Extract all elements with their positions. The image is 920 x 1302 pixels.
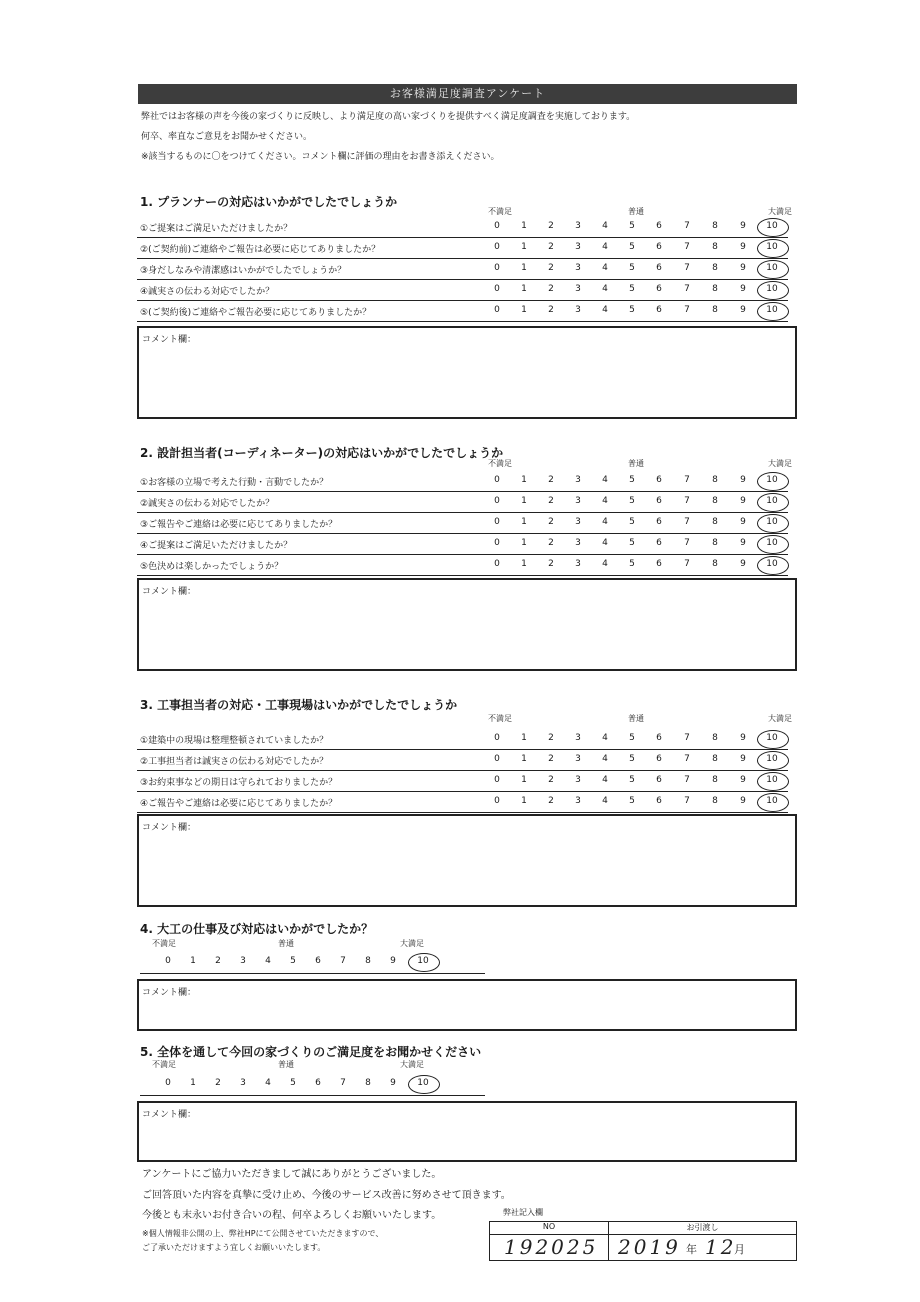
rating-option[interactable]: 6 [315, 1078, 321, 1088]
section-5-title: 5. 全体を通して今回の家づくりのご満足度をお聞かせください [140, 1045, 482, 1059]
question-text: ①建築中の現場は整理整頓されていましたか？ [140, 736, 329, 746]
question-text: ②誠実さの伝わる対応でしたか？ [140, 499, 275, 509]
rating-option[interactable]: 5 [629, 559, 635, 569]
rating-option[interactable]: 9 [740, 754, 746, 764]
selected-rating-circle [757, 535, 789, 554]
selected-rating-circle [757, 556, 789, 575]
rating-option[interactable]: 2 [548, 242, 554, 252]
rating-option[interactable]: 3 [575, 775, 581, 785]
rating-option[interactable]: 3 [575, 284, 581, 294]
rating-option[interactable]: 10 [766, 796, 778, 806]
scale-low-label: 不満足 [488, 207, 512, 216]
intro-line-1: 弊社ではお客様の声を今後の家づくりに反映し、より満足度の高い家づくりを提供すべく満足度調査を実施しております。 [141, 112, 636, 122]
rating-option[interactable]: 1 [521, 796, 527, 806]
comment-label: コメント欄： [142, 1110, 197, 1120]
rating-option[interactable]: 0 [165, 956, 171, 966]
rating-option[interactable]: 3 [575, 517, 581, 527]
rating-option[interactable]: 4 [602, 754, 608, 764]
office-no-value: 192025 [504, 1235, 599, 1259]
scale-high-label: 大満足 [768, 207, 792, 216]
question-row [137, 534, 788, 555]
selected-rating-circle [757, 751, 789, 770]
rating-option[interactable]: 8 [712, 517, 718, 527]
rating-option[interactable]: 3 [240, 956, 246, 966]
rating-option[interactable]: 9 [740, 242, 746, 252]
rating-option[interactable]: 2 [548, 796, 554, 806]
rating-option[interactable]: 1 [521, 475, 527, 485]
rating-option[interactable]: 9 [740, 221, 746, 231]
rating-option[interactable]: 4 [602, 263, 608, 273]
question-row [137, 513, 788, 534]
rating-option[interactable]: 8 [365, 956, 371, 966]
rating-option[interactable]: 7 [684, 284, 690, 294]
scale-low-label: 不満足 [488, 714, 512, 723]
rating-option[interactable]: 0 [494, 284, 500, 294]
question-row [137, 259, 788, 280]
rating-option[interactable]: 6 [656, 775, 662, 785]
rating-option[interactable]: 10 [766, 263, 778, 273]
question-row [137, 792, 788, 813]
question-row [137, 750, 788, 771]
question-text: ⑤色決めは楽しかったでしょうか？ [140, 562, 284, 572]
comment-label: コメント欄： [142, 988, 197, 998]
question-row [137, 492, 788, 513]
scale-mid-label: 普通 [628, 207, 644, 216]
rating-option[interactable]: 0 [494, 796, 500, 806]
question-row [137, 217, 788, 238]
rating-option[interactable]: 6 [656, 538, 662, 548]
rating-option[interactable]: 10 [417, 1078, 429, 1088]
rating-underline [140, 973, 485, 974]
rating-option[interactable]: 10 [766, 242, 778, 252]
rating-option[interactable]: 4 [602, 221, 608, 231]
rating-option[interactable]: 2 [548, 754, 554, 764]
rating-option[interactable]: 4 [602, 475, 608, 485]
rating-option[interactable]: 8 [712, 475, 718, 485]
question-text: ①お客様の立場で考えた行動・言動でしたか？ [140, 478, 329, 488]
rating-option[interactable]: 10 [766, 475, 778, 485]
rating-option[interactable]: 5 [629, 305, 635, 315]
month-suffix: 月 [734, 1243, 745, 1256]
question-text: ③お約束事などの期日は守られておりましたか？ [140, 778, 338, 788]
rating-option[interactable]: 4 [602, 496, 608, 506]
scale-low-label: 不満足 [488, 459, 512, 468]
selected-rating-circle [757, 260, 789, 279]
office-handover-label: お引渡し [686, 1223, 719, 1232]
selected-rating-circle [757, 239, 789, 258]
scale-high-label: 大満足 [768, 459, 792, 468]
rating-option[interactable]: 2 [548, 496, 554, 506]
scale-high-label: 大満足 [400, 939, 424, 948]
intro-line-2: 何卒、率直なご意見をお聞かせください。 [141, 132, 313, 142]
question-text: ④ご提案はご満足いただけましたか？ [140, 541, 293, 551]
rating-option[interactable]: 1 [521, 538, 527, 548]
rating-option[interactable]: 0 [494, 754, 500, 764]
rating-option[interactable]: 0 [494, 263, 500, 273]
question-row [137, 301, 788, 322]
scale-high-label: 大満足 [400, 1060, 424, 1069]
rating-option[interactable]: 4 [602, 517, 608, 527]
section-2-title: 2. 設計担当者(コーディネーター)の対応はいかがでしたでしょうか [140, 446, 504, 460]
handover-month-value: 12 [705, 1235, 737, 1259]
rating-option[interactable]: 2 [548, 538, 554, 548]
rating-option[interactable]: 6 [656, 754, 662, 764]
rating-option[interactable]: 9 [740, 559, 746, 569]
rating-option[interactable]: 5 [629, 284, 635, 294]
rating-option[interactable]: 6 [656, 517, 662, 527]
rating-option[interactable]: 9 [740, 733, 746, 743]
selected-rating-circle [757, 218, 789, 237]
rating-option[interactable]: 0 [494, 775, 500, 785]
rating-option[interactable]: 8 [712, 538, 718, 548]
rating-option[interactable]: 5 [629, 796, 635, 806]
question-text: ①ご提案はご満足いただけましたか？ [140, 224, 293, 234]
rating-option[interactable]: 8 [712, 221, 718, 231]
rating-option[interactable]: 10 [766, 754, 778, 764]
rating-option[interactable]: 5 [629, 517, 635, 527]
rating-option[interactable]: 6 [656, 496, 662, 506]
rating-option[interactable]: 10 [766, 221, 778, 231]
question-text: ④誠実さの伝わる対応でしたか？ [140, 287, 275, 297]
rating-option[interactable]: 3 [575, 475, 581, 485]
comment-box[interactable] [137, 1101, 797, 1162]
rating-option[interactable]: 2 [548, 775, 554, 785]
rating-option[interactable]: 4 [602, 284, 608, 294]
rating-option[interactable]: 8 [712, 496, 718, 506]
rating-option[interactable]: 4 [602, 305, 608, 315]
rating-option[interactable]: 7 [684, 517, 690, 527]
rating-option[interactable]: 4 [602, 775, 608, 785]
rating-option[interactable]: 2 [548, 559, 554, 569]
privacy-note-1: ※個人情報非公開の上、弊社HPにて公開させていただきますので、 [142, 1229, 384, 1238]
question-text: ④ご報告やご連絡は必要に応じてありましたか？ [140, 799, 338, 809]
scale-mid-label: 普通 [278, 1060, 294, 1069]
selected-rating-circle [757, 281, 789, 300]
rating-option[interactable]: 2 [548, 733, 554, 743]
rating-option[interactable]: 9 [390, 1078, 396, 1088]
selected-rating-circle [757, 493, 789, 512]
rating-option[interactable]: 6 [656, 221, 662, 231]
rating-option[interactable]: 1 [521, 242, 527, 252]
question-text: ②工事担当者は誠実さの伝わる対応でしたか？ [140, 757, 329, 767]
scale-mid-label: 普通 [278, 939, 294, 948]
rating-option[interactable]: 1 [190, 956, 196, 966]
rating-option[interactable]: 7 [684, 496, 690, 506]
scale-mid-label: 普通 [628, 459, 644, 468]
question-row [137, 729, 788, 750]
selected-rating-circle [757, 302, 789, 321]
rating-option[interactable]: 4 [265, 956, 271, 966]
closing-line-2: ご回答頂いた内容を真摯に受け止め、今後のサービス改善に努めさせて頂きます。 [142, 1190, 511, 1201]
rating-option[interactable]: 4 [602, 559, 608, 569]
rating-option[interactable]: 1 [521, 775, 527, 785]
rating-option[interactable]: 1 [521, 221, 527, 231]
rating-option[interactable]: 5 [629, 733, 635, 743]
selected-rating-circle [408, 1075, 440, 1094]
rating-option[interactable]: 0 [494, 559, 500, 569]
rating-option[interactable]: 2 [548, 305, 554, 315]
rating-option[interactable]: 5 [629, 242, 635, 252]
closing-line-1: アンケートにご協力いただきまして誠にありがとうございました。 [142, 1169, 442, 1180]
office-use-table [489, 1221, 797, 1261]
rating-underline [140, 1095, 485, 1096]
rating-option[interactable]: 1 [521, 305, 527, 315]
rating-option[interactable]: 3 [575, 221, 581, 231]
year-suffix: 年 [686, 1243, 697, 1256]
question-row [137, 555, 788, 576]
selected-rating-circle [408, 953, 440, 972]
rating-option[interactable]: 6 [656, 796, 662, 806]
rating-option[interactable]: 8 [712, 263, 718, 273]
rating-option[interactable]: 3 [575, 796, 581, 806]
selected-rating-circle [757, 793, 789, 812]
rating-option[interactable]: 10 [417, 956, 429, 966]
rating-option[interactable]: 2 [548, 475, 554, 485]
office-no-label: NO [542, 1222, 556, 1231]
rating-option[interactable]: 5 [629, 263, 635, 273]
rating-option[interactable]: 0 [494, 475, 500, 485]
selected-rating-circle [757, 730, 789, 749]
rating-option[interactable]: 10 [766, 733, 778, 743]
rating-option[interactable]: 1 [190, 1078, 196, 1088]
rating-option[interactable]: 7 [684, 305, 690, 315]
comment-label: コメント欄： [142, 587, 197, 597]
office-use-heading: 弊社記入欄 [503, 1208, 543, 1217]
rating-option[interactable]: 1 [521, 559, 527, 569]
section-4-title: 4. 大工の仕事及び対応はいかがでしたか？ [140, 922, 374, 936]
rating-option[interactable]: 5 [629, 538, 635, 548]
comment-box[interactable] [137, 326, 797, 419]
rating-option[interactable]: 7 [684, 263, 690, 273]
rating-option[interactable]: 9 [740, 517, 746, 527]
comment-label: コメント欄： [142, 335, 197, 345]
question-text: ②(ご契約前)ご連絡やご報告は必要に応じてありましたか？ [140, 245, 381, 255]
rating-option[interactable]: 4 [602, 538, 608, 548]
rating-option[interactable]: 7 [684, 796, 690, 806]
rating-option[interactable]: 5 [629, 221, 635, 231]
rating-option[interactable]: 6 [315, 956, 321, 966]
rating-option[interactable]: 3 [240, 1078, 246, 1088]
rating-option[interactable]: 0 [165, 1078, 171, 1088]
rating-option[interactable]: 2 [548, 517, 554, 527]
rating-option[interactable]: 3 [575, 263, 581, 273]
rating-option[interactable]: 7 [684, 775, 690, 785]
rating-option[interactable]: 8 [712, 754, 718, 764]
question-row [137, 280, 788, 301]
rating-option[interactable]: 0 [494, 517, 500, 527]
survey-title-bar: お客様満足度調査アンケート [138, 84, 797, 104]
rating-option[interactable]: 7 [684, 475, 690, 485]
rating-option[interactable]: 3 [575, 559, 581, 569]
question-text: ⑤(ご契約後)ご連絡やご報告必要に応じてありましたか？ [140, 308, 372, 318]
rating-option[interactable]: 3 [575, 242, 581, 252]
rating-option[interactable]: 7 [684, 221, 690, 231]
question-row [137, 771, 788, 792]
rating-option[interactable]: 7 [684, 754, 690, 764]
rating-option[interactable]: 1 [521, 284, 527, 294]
section-3-title: 3. 工事担当者の対応・工事現場はいかがでしたでしょうか [140, 698, 458, 712]
rating-option[interactable]: 1 [521, 754, 527, 764]
rating-option[interactable]: 9 [740, 284, 746, 294]
rating-option[interactable]: 1 [521, 263, 527, 273]
rating-option[interactable]: 5 [629, 775, 635, 785]
rating-option[interactable]: 8 [712, 733, 718, 743]
rating-option[interactable]: 0 [494, 242, 500, 252]
rating-option[interactable]: 8 [365, 1078, 371, 1088]
rating-option[interactable]: 6 [656, 475, 662, 485]
rating-option[interactable]: 8 [712, 305, 718, 315]
rating-option[interactable]: 10 [766, 775, 778, 785]
rating-option[interactable]: 6 [656, 733, 662, 743]
section-1-title: 1. プランナーの対応はいかがでしたでしょうか [140, 195, 398, 209]
rating-option[interactable]: 7 [684, 733, 690, 743]
rating-option[interactable]: 3 [575, 754, 581, 764]
rating-option[interactable]: 8 [712, 559, 718, 569]
rating-option[interactable]: 9 [740, 496, 746, 506]
rating-option[interactable]: 1 [521, 496, 527, 506]
rating-option[interactable]: 2 [548, 284, 554, 294]
selected-rating-circle [757, 514, 789, 533]
comment-box[interactable] [137, 578, 797, 671]
rating-option[interactable]: 9 [740, 538, 746, 548]
rating-option[interactable]: 9 [390, 956, 396, 966]
scale-low-label: 不満足 [152, 1060, 176, 1069]
intro-line-3: ※該当するものに〇をつけてください。コメント欄に評価の理由をお書き添えください。 [141, 152, 500, 162]
rating-option[interactable]: 1 [521, 517, 527, 527]
rating-option[interactable]: 9 [740, 263, 746, 273]
rating-option[interactable]: 7 [340, 956, 346, 966]
rating-option[interactable]: 6 [656, 559, 662, 569]
rating-option[interactable]: 3 [575, 305, 581, 315]
question-row [137, 471, 788, 492]
comment-box[interactable] [137, 979, 797, 1031]
rating-option[interactable]: 10 [766, 538, 778, 548]
question-text: ③身だしなみや清潔感はいかがでしたでしょうか？ [140, 266, 347, 276]
rating-option[interactable]: 2 [548, 221, 554, 231]
rating-option[interactable]: 2 [548, 263, 554, 273]
rating-option[interactable]: 8 [712, 775, 718, 785]
selected-rating-circle [757, 472, 789, 491]
rating-option[interactable]: 4 [265, 1078, 271, 1088]
rating-option[interactable]: 9 [740, 796, 746, 806]
handover-year-value: 2019 [618, 1235, 681, 1259]
rating-option[interactable]: 7 [684, 559, 690, 569]
rating-option[interactable]: 0 [494, 496, 500, 506]
scale-mid-label: 普通 [628, 714, 644, 723]
rating-option[interactable]: 5 [290, 1078, 296, 1088]
rating-option[interactable]: 0 [494, 538, 500, 548]
rating-option[interactable]: 10 [766, 517, 778, 527]
rating-option[interactable]: 3 [575, 733, 581, 743]
rating-option[interactable]: 8 [712, 796, 718, 806]
rating-option[interactable]: 0 [494, 221, 500, 231]
rating-option[interactable]: 5 [629, 496, 635, 506]
rating-option[interactable]: 6 [656, 242, 662, 252]
rating-option[interactable]: 10 [766, 559, 778, 569]
rating-option[interactable]: 6 [656, 305, 662, 315]
privacy-note-2: ご了承いただけますよう宜しくお願いいたします。 [142, 1243, 326, 1252]
rating-option[interactable]: 4 [602, 242, 608, 252]
rating-option[interactable]: 6 [656, 284, 662, 294]
rating-option[interactable]: 5 [629, 754, 635, 764]
rating-option[interactable]: 7 [684, 538, 690, 548]
scale-high-label: 大満足 [768, 714, 792, 723]
rating-option[interactable]: 0 [494, 305, 500, 315]
rating-option[interactable]: 8 [712, 242, 718, 252]
rating-option[interactable]: 8 [712, 284, 718, 294]
rating-option[interactable]: 2 [215, 1078, 221, 1088]
question-row [137, 238, 788, 259]
question-text: ③ご報告やご連絡は必要に応じてありましたか？ [140, 520, 338, 530]
rating-option[interactable]: 9 [740, 775, 746, 785]
rating-option[interactable]: 3 [575, 538, 581, 548]
rating-option[interactable]: 5 [290, 956, 296, 966]
rating-option[interactable]: 4 [602, 796, 608, 806]
rating-option[interactable]: 4 [602, 733, 608, 743]
rating-option[interactable]: 5 [629, 475, 635, 485]
comment-box[interactable] [137, 814, 797, 907]
rating-option[interactable]: 7 [684, 242, 690, 252]
selected-rating-circle [757, 772, 789, 791]
rating-option[interactable]: 2 [215, 956, 221, 966]
comment-label: コメント欄： [142, 823, 197, 833]
rating-option[interactable]: 0 [494, 733, 500, 743]
rating-option[interactable]: 9 [740, 475, 746, 485]
rating-option[interactable]: 6 [656, 263, 662, 273]
rating-option[interactable]: 7 [340, 1078, 346, 1088]
rating-option[interactable]: 1 [521, 733, 527, 743]
rating-option[interactable]: 9 [740, 305, 746, 315]
rating-option[interactable]: 3 [575, 496, 581, 506]
rating-option[interactable]: 10 [766, 496, 778, 506]
rating-option[interactable]: 10 [766, 305, 778, 315]
scale-low-label: 不満足 [152, 939, 176, 948]
closing-line-3: 今後とも末永いお付き合いの程、何卒よろしくお願いいたします。 [142, 1210, 442, 1221]
rating-option[interactable]: 10 [766, 284, 778, 294]
